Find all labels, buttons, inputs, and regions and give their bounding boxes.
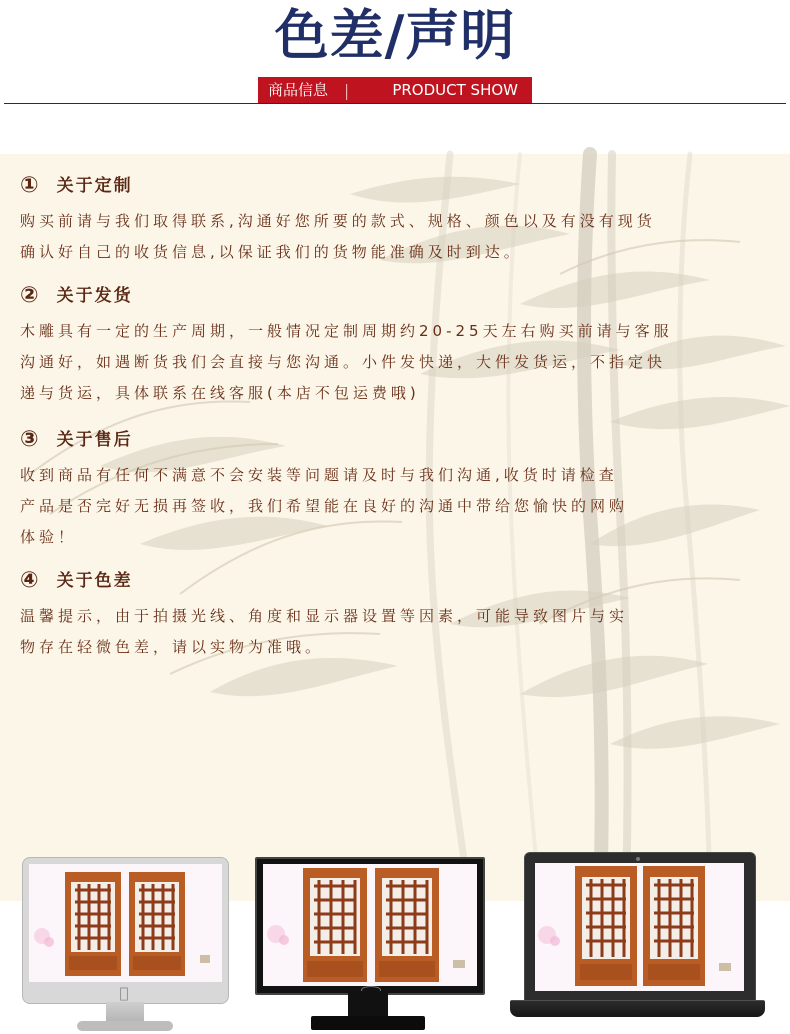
- header-divider: [4, 103, 786, 104]
- wooden-window-image-icon: [29, 864, 222, 982]
- wooden-window-image-icon: [263, 864, 477, 986]
- dell-stand: [348, 991, 388, 1017]
- circle-four-icon: ④: [20, 568, 41, 593]
- circle-three-icon: ③: [20, 427, 41, 452]
- section-heading: 关于售后: [56, 430, 133, 450]
- imac-stand: [106, 1002, 144, 1022]
- section-line: 产品是否完好无损再签收，我们希望能在良好的沟通中带给您愉快的网购: [20, 497, 629, 515]
- circle-one-icon: ①: [20, 173, 41, 198]
- page-title: 色差/声明: [274, 4, 516, 67]
- section-heading: 关于定制: [56, 176, 133, 196]
- section-shipping: [20, 284, 760, 409]
- laptop-display: [510, 852, 765, 1020]
- section-color-difference: [20, 569, 760, 663]
- wooden-window-image-icon: [535, 863, 744, 991]
- section-heading: 关于色差: [56, 571, 133, 591]
- banner-label-chinese: 商品信息: [268, 81, 329, 99]
- section-after-sales: [20, 428, 760, 553]
- section-line: 沟通好，如遇断货我们会直接与您沟通。小件发快递，大件发货运，不指定快: [20, 353, 667, 371]
- section-line: 体验！: [20, 528, 78, 546]
- laptop-keyboard-deck: [510, 1000, 765, 1017]
- dell-frame: [255, 857, 485, 995]
- laptop-screen: [535, 863, 744, 991]
- banner-label-english: PRODUCT SHOW: [392, 81, 518, 99]
- laptop-frame: [524, 852, 756, 1005]
- section-body: [20, 206, 760, 268]
- banner-separator: |: [344, 81, 350, 100]
- section-title: [20, 569, 760, 593]
- product-banner: [258, 77, 532, 104]
- laptop-camera-icon: [636, 857, 640, 861]
- section-line: 确认好自己的收货信息,以保证我们的货物能准确及时到达。: [20, 243, 523, 261]
- section-title: [20, 284, 760, 308]
- section-heading: 关于发货: [56, 286, 133, 306]
- section-line: 木雕具有一定的生产周期，一般情况定制周期约20-25天左右购买前请与客服: [20, 322, 673, 340]
- section-title: [20, 428, 760, 452]
- section-title: [20, 174, 760, 198]
- section-line: 购买前请与我们取得联系,沟通好您所要的款式、规格、颜色以及有没有现货: [20, 212, 656, 230]
- imac-display: [22, 857, 227, 1032]
- banner-left-group: [268, 77, 349, 104]
- section-custom: [20, 174, 760, 268]
- section-body: [20, 316, 760, 409]
- section-line: 递与货运，具体联系在线客服(本店不包运费哦): [20, 384, 420, 402]
- imac-base: [77, 1021, 173, 1031]
- apple-logo-icon: [113, 985, 135, 1001]
- section-line: 收到商品有任何不满意不会安装等问题请及时与我们沟通,收货时请检查: [20, 466, 618, 484]
- section-line: 温馨提示，由于拍摄光线、角度和显示器设置等因素，可能导致图片与实: [20, 607, 629, 625]
- section-body: [20, 601, 760, 663]
- circle-two-icon: ②: [20, 283, 41, 308]
- dell-monitor: [255, 857, 481, 1034]
- section-body: [20, 460, 760, 553]
- imac-screen: [29, 864, 222, 982]
- section-line: 物存在轻微色差，请以实物为准哦。: [20, 638, 325, 656]
- imac-frame: [22, 857, 229, 1004]
- dell-base: [311, 1016, 425, 1030]
- dell-screen: [263, 864, 477, 986]
